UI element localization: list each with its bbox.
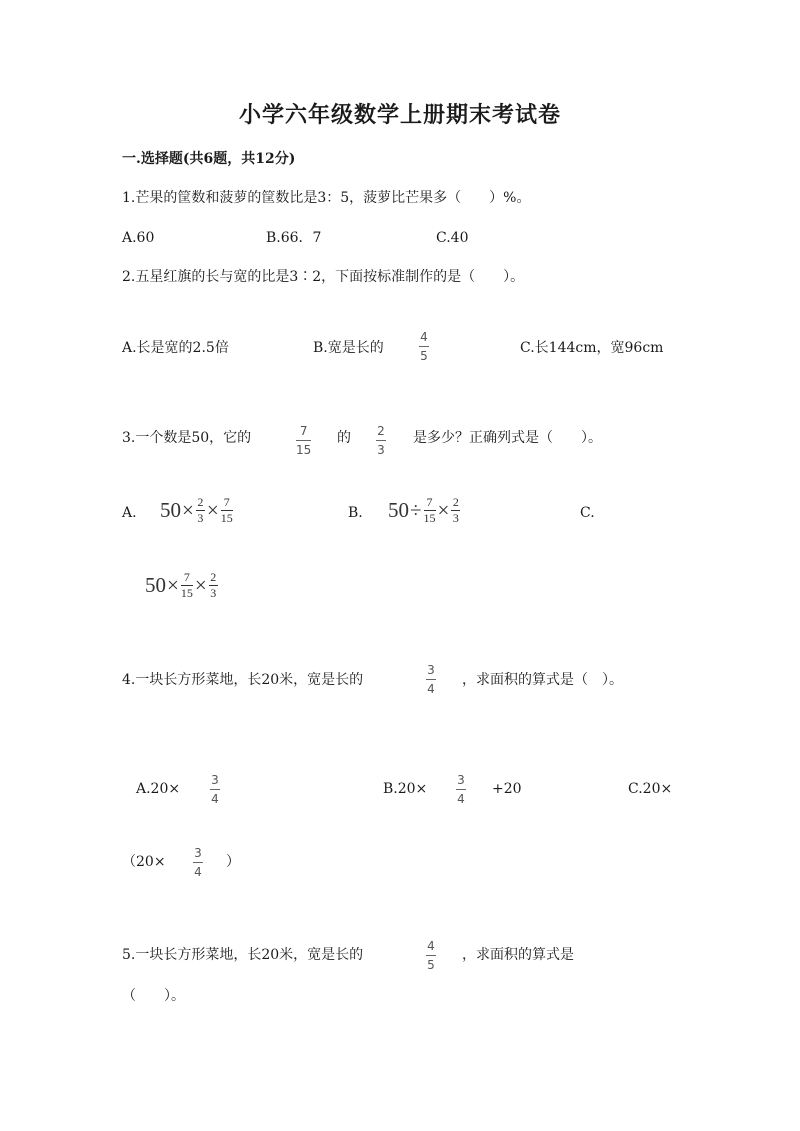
expr-number: 50: [388, 498, 409, 522]
fraction-bar: [456, 789, 466, 790]
expr-fraction-1: [181, 571, 193, 600]
question-4-option-a-fraction: [210, 773, 220, 806]
question-3-option-b-expression[interactable]: [388, 496, 461, 525]
question-1-text: 1.芒果的筐数和菠萝的筐数比是3：5，菠萝比芒果多（ ）%。: [122, 190, 531, 206]
fraction-numerator: 7: [426, 495, 433, 509]
times-operator: ×: [182, 498, 194, 522]
fraction-denominator: 3: [197, 511, 204, 525]
expr-fraction-2: [221, 496, 233, 525]
question-5-text-part3: （ ）。: [122, 988, 185, 1004]
fraction-numerator: 2: [197, 495, 204, 509]
fraction-numerator: 3: [194, 846, 202, 860]
question-3-fraction-2: [376, 424, 386, 457]
question-4-option-d-fraction: [193, 846, 203, 879]
fraction-bar: [376, 440, 386, 441]
question-5-text-part2: ，求面积的算式是: [462, 947, 574, 963]
fraction-numerator: 3: [211, 773, 219, 787]
fraction-denominator: 15: [296, 443, 312, 457]
section-heading: 一.选择题(共6题，共12分): [122, 151, 296, 167]
fraction-numerator: 7: [183, 570, 190, 584]
question-3-text-part3: 是多少？正确列式是（ ）。: [413, 430, 602, 446]
question-3-option-b-label[interactable]: B.: [348, 505, 363, 521]
fraction-bar: [193, 862, 203, 863]
question-4-fraction: [426, 663, 436, 696]
expr-number: 50: [160, 498, 181, 522]
question-4-option-d-prefix[interactable]: （20×: [122, 854, 166, 870]
question-4-option-b[interactable]: B.20×: [383, 781, 428, 797]
question-1-option-a[interactable]: A.60: [122, 230, 155, 246]
fraction-denominator: 4: [427, 682, 435, 696]
expr-fraction-2: [451, 496, 460, 525]
question-4-option-d-suffix: ）: [226, 854, 240, 870]
fraction-denominator: 5: [427, 958, 435, 972]
fraction-bar: [210, 789, 220, 790]
fraction-bar: [426, 955, 436, 956]
fraction-denominator: 5: [420, 349, 428, 363]
question-2-text: 2.五星红旗的长与宽的比是3∶2，下面按标准制作的是（ ）。: [122, 269, 525, 285]
expr-fraction-1: [196, 496, 205, 525]
question-4-option-c[interactable]: C.20×: [628, 781, 673, 797]
question-3-option-c-label[interactable]: C.: [580, 505, 595, 521]
fraction-numerator: 2: [210, 570, 217, 584]
question-3-option-a-label[interactable]: A.: [122, 505, 137, 521]
fraction-denominator: 3: [210, 586, 217, 600]
times-operator: ×: [206, 498, 219, 522]
times-operator: ×: [167, 573, 179, 597]
question-3-fraction-1: [296, 424, 311, 457]
question-5-text-part1: 5.一块长方形菜地，长20米，宽是长的: [122, 947, 364, 963]
question-4-option-b-suffix: +20: [492, 781, 522, 797]
fraction-denominator: 15: [423, 511, 436, 525]
times-operator: ×: [437, 498, 450, 522]
fraction-denominator: 3: [377, 443, 385, 457]
expr-fraction-2: [209, 571, 218, 600]
question-2-option-b-fraction: [419, 330, 429, 363]
question-4-text-part1: 4.一块长方形菜地，长20米，宽是长的: [122, 672, 364, 688]
question-3-option-a-expression[interactable]: [160, 496, 234, 525]
fraction-numerator: 7: [223, 495, 230, 509]
question-4-option-b-fraction: [456, 773, 466, 806]
expr-number: 50: [145, 573, 166, 597]
fraction-bar: [419, 346, 429, 347]
fraction-denominator: 3: [452, 511, 459, 525]
question-4-option-a[interactable]: A.20×: [136, 781, 181, 797]
fraction-denominator: 4: [194, 865, 202, 879]
question-3-text-part1: 3.一个数是50，它的: [122, 430, 252, 446]
fraction-denominator: 15: [180, 586, 193, 600]
question-2-option-b[interactable]: B.宽是长的: [313, 340, 384, 356]
question-1-option-b[interactable]: B.66．7: [266, 230, 322, 246]
question-2-option-a[interactable]: A.长是宽的2.5倍: [122, 340, 229, 356]
fraction-denominator: 15: [220, 511, 233, 525]
question-3-text-part2: 的: [337, 430, 351, 446]
fraction-numerator: 3: [427, 663, 435, 677]
fraction-numerator: 4: [427, 939, 435, 953]
question-5-fraction: [426, 939, 436, 972]
question-3-option-c-expression[interactable]: [145, 571, 219, 600]
fraction-denominator: 4: [211, 792, 219, 806]
page-title: 小学六年级数学上册期末考试卷: [238, 102, 561, 128]
times-operator: ×: [194, 573, 207, 597]
fraction-numerator: 3: [457, 773, 465, 787]
fraction-bar: [426, 679, 436, 680]
question-2-option-c[interactable]: C.长144cm，宽96cm: [520, 340, 664, 356]
divide-operator: ÷: [410, 498, 422, 522]
fraction-bar: [296, 440, 311, 441]
question-1-option-c[interactable]: C.40: [436, 230, 469, 246]
fraction-numerator: 7: [299, 424, 308, 438]
question-4-text-part2: ，求面积的算式是（ ）。: [462, 672, 623, 688]
fraction-numerator: 2: [452, 495, 459, 509]
expr-fraction-1: [424, 496, 436, 525]
fraction-numerator: 4: [420, 330, 428, 344]
fraction-denominator: 4: [457, 792, 465, 806]
fraction-numerator: 2: [377, 424, 385, 438]
